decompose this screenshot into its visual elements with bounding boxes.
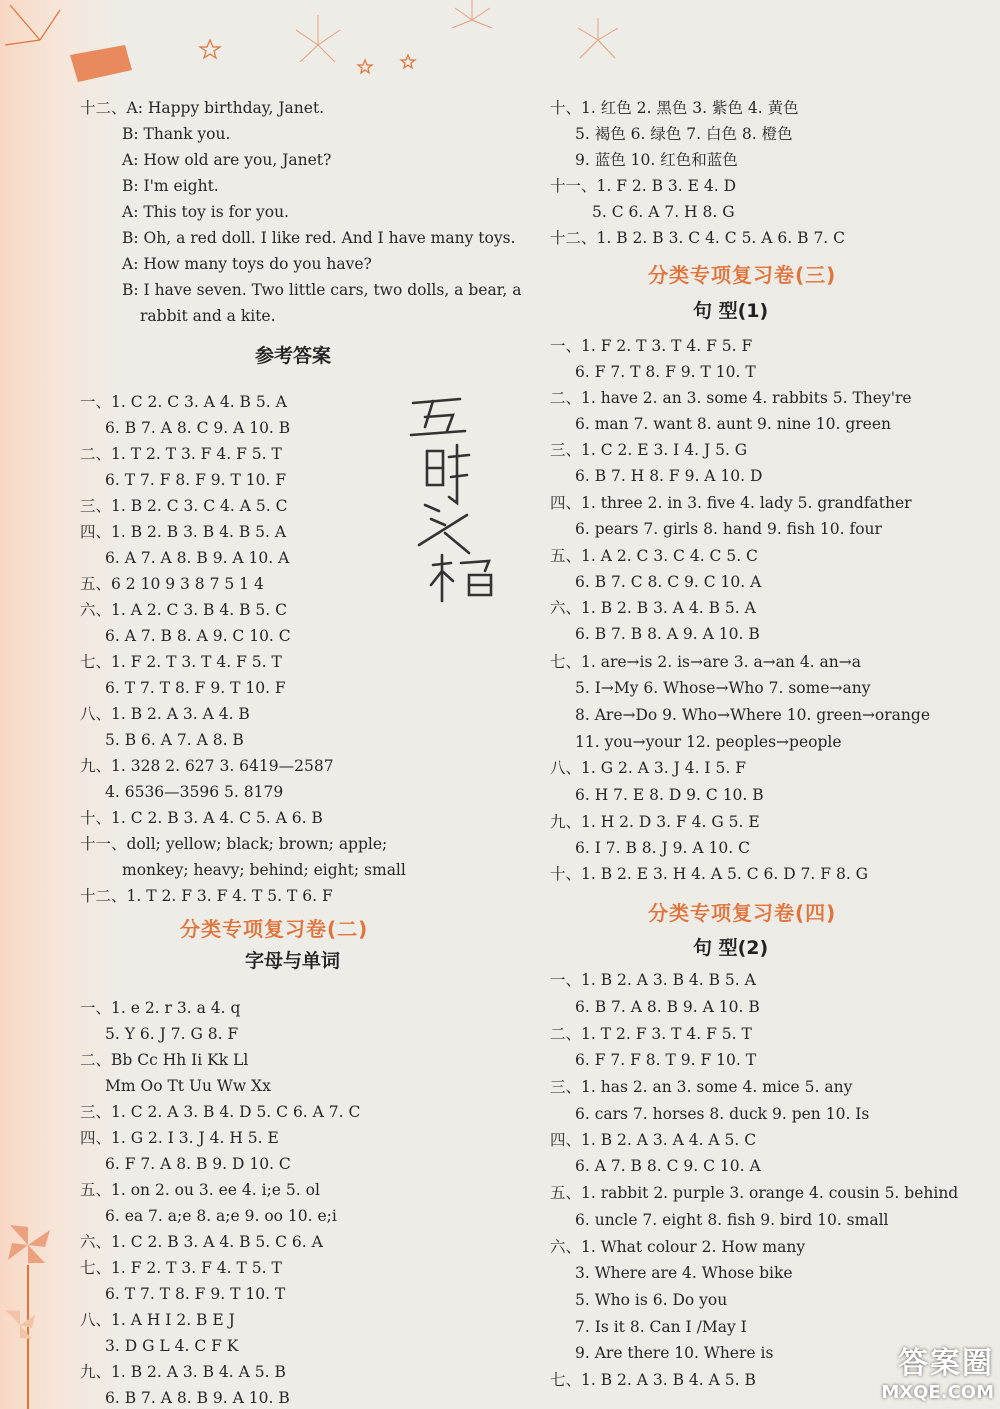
left-answer-line: 3. D G L 4. C F K	[105, 1337, 239, 1355]
right-answer-line: 6. B 7. B 8. A 9. A 10. B	[575, 625, 760, 643]
right-answer-line: 四、1. B 2. A 3. A 4. A 5. C	[550, 1131, 757, 1149]
handwritten-note	[405, 385, 515, 605]
right-answer-line: 六、1. What colour 2. How many	[550, 1238, 806, 1256]
left-answer-line: B: Thank you.	[122, 125, 231, 143]
right-answer-line: 6. B 7. A 8. B 9. A 10. B	[575, 998, 760, 1016]
right-answer-line: 6. F 7. F 8. T 9. F 10. T	[575, 1051, 757, 1069]
left-answer-line: A: This toy is for you.	[122, 203, 289, 221]
right-answer-line: 二、1. T 2. F 3. T 4. F 5. T	[550, 1025, 752, 1043]
left-answer-line: 5. Y 6. J 7. G 8. F	[105, 1025, 239, 1043]
section-subheading: 句 型(1)	[693, 300, 769, 322]
right-answer-line: 一、1. B 2. A 3. B 4. B 5. A	[550, 971, 756, 989]
right-answer-line: 十、1. 红色 2. 黑色 3. 紫色 4. 黄色	[550, 99, 799, 117]
header-decoration	[0, 0, 1000, 95]
right-answer-line: 九、1. H 2. D 3. F 4. G 5. E	[550, 813, 760, 831]
watermark-title: 答案圈	[898, 1346, 994, 1381]
section-heading: 分类专项复习卷(三)	[648, 263, 837, 287]
section-subheading: 句 型(2)	[693, 937, 769, 959]
right-answer-line: 5. 褐色 6. 绿色 7. 白色 8. 橙色	[575, 125, 793, 143]
left-answer-line: 4. 6536—3596 5. 8179	[105, 783, 284, 801]
section-heading: 分类专项复习卷(四)	[648, 901, 837, 925]
left-answer-line: 十二、1. T 2. F 3. F 4. T 5. T 6. F	[80, 887, 333, 905]
left-answer-line: 七、1. F 2. T 3. T 4. F 5. T	[80, 653, 282, 671]
left-answer-line: 一、1. C 2. C 3. A 4. B 5. A	[80, 393, 287, 411]
left-answer-line: 6. A 7. B 8. A 9. C 10. C	[105, 627, 291, 645]
left-answer-line: 九、1. B 2. A 3. B 4. A 5. B	[80, 1363, 286, 1381]
right-answer-line: 5. Who is 6. Do you	[575, 1291, 728, 1309]
left-answer-line: 6. T 7. T 8. F 9. T 10. F	[105, 679, 286, 697]
left-answer-line: 6. T 7. T 8. F 9. T 10. T	[105, 1285, 286, 1303]
right-answer-line: 6. B 7. C 8. C 9. C 10. A	[575, 573, 762, 591]
right-answer-line: 七、1. B 2. A 3. B 4. A 5. B	[550, 1371, 756, 1389]
right-answer-line: 三、1. C 2. E 3. I 4. J 5. G	[550, 441, 748, 459]
left-answer-line: A: How old are you, Janet?	[122, 151, 332, 169]
left-answer-line: 6. B 7. A 8. C 9. A 10. B	[105, 419, 291, 437]
right-answer-line: 9. Are there 10. Where is	[575, 1344, 774, 1362]
left-answer-line: 四、1. B 2. B 3. B 4. B 5. A	[80, 523, 287, 541]
right-answer-line: 7. Is it 8. Can I /May I	[575, 1318, 747, 1336]
right-answer-line: 6. H 7. E 8. D 9. C 10. B	[575, 786, 764, 804]
left-answer-line: Mm Oo Tt Uu Ww Xx	[105, 1077, 271, 1095]
right-answer-line: 5. C 6. A 7. H 8. G	[592, 203, 735, 221]
left-answer-line: 十一、doll; yellow; black; brown; apple;	[80, 835, 388, 853]
left-answer-line: B: Oh, a red doll. I like red. And I have many toys.	[122, 229, 516, 247]
left-answer-line: 五、1. on 2. ou 3. ee 4. i;e 5. ol	[80, 1181, 320, 1199]
site-watermark	[881, 1338, 994, 1403]
right-answer-line: 十一、1. F 2. B 3. E 4. D	[550, 177, 737, 195]
right-answer-line: 二、1. have 2. an 3. some 4. rabbits 5. They're	[550, 389, 912, 407]
right-answer-line: 5. I→My 6. Whose→Who 7. some→any	[575, 679, 871, 697]
left-answer-line: B: I'm eight.	[122, 177, 219, 195]
right-answer-line: 十二、1. B 2. B 3. C 4. C 5. A 6. B 7. C	[550, 229, 846, 247]
right-answer-line: 3. Where are 4. Whose bike	[575, 1264, 793, 1282]
right-answer-line: 6. F 7. T 8. F 9. T 10. T	[575, 363, 756, 381]
right-answer-line: 一、1. F 2. T 3. T 4. F 5. F	[550, 337, 753, 355]
left-answer-line: 6. B 7. A 8. B 9. A 10. B	[105, 1389, 290, 1407]
left-answer-line: 二、Bb Cc Hh Ii Kk Ll	[80, 1051, 249, 1069]
left-answer-line: 七、1. F 2. T 3. F 4. T 5. T	[80, 1259, 282, 1277]
left-answer-line: 5. B 6. A 7. A 8. B	[105, 731, 244, 749]
left-answer-line: 五、6 2 10 9 3 8 7 5 1 4	[80, 575, 264, 593]
left-answer-line: B: I have seven. Two little cars, two dolls, a bear, a	[122, 281, 522, 299]
right-answer-line: 三、1. has 2. an 3. some 4. mice 5. any	[550, 1078, 853, 1096]
right-answer-line: 六、1. B 2. B 3. A 4. B 5. A	[550, 599, 756, 617]
left-answer-line: A: How many toys do you have?	[122, 255, 372, 273]
left-answer-line: 八、1. B 2. A 3. A 4. B	[80, 705, 250, 723]
left-answer-line: 6. T 7. F 8. F 9. T 10. F	[105, 471, 287, 489]
section-subheading: 参考答案	[255, 345, 332, 367]
right-answer-line: 6. B 7. H 8. F 9. A 10. D	[575, 467, 763, 485]
right-answer-line: 6. man 7. want 8. aunt 9. nine 10. green	[575, 415, 891, 433]
right-answer-line: 五、1. rabbit 2. purple 3. orange 4. cousin 5. behind	[550, 1184, 959, 1202]
right-answer-line: 十、1. B 2. E 3. H 4. A 5. C 6. D 7. F 8. G	[550, 865, 869, 883]
left-answer-line: 6. ea 7. a;e 8. a;e 9. oo 10. e;i	[105, 1207, 337, 1225]
right-answer-line: 11. you→your 12. peoples→people	[575, 733, 842, 751]
right-answer-line: 6. I 7. B 8. J 9. A 10. C	[575, 839, 750, 857]
right-answer-line: 6. cars 7. horses 8. duck 9. pen 10. Is	[575, 1105, 870, 1123]
left-answer-line: 6. A 7. A 8. B 9. A 10. A	[105, 549, 290, 567]
right-answer-line: 八、1. G 2. A 3. J 4. I 5. F	[550, 759, 746, 777]
left-answer-line: 六、1. C 2. B 3. A 4. B 5. C 6. A	[80, 1233, 323, 1251]
left-answer-line: rabbit and a kite.	[140, 307, 276, 325]
section-subheading: 字母与单词	[245, 950, 341, 972]
left-answer-line: 四、1. G 2. I 3. J 4. H 5. E	[80, 1129, 279, 1147]
left-answer-line: monkey; heavy; behind; eight; small	[122, 861, 406, 879]
left-answer-line: 二、1. T 2. T 3. F 4. F 5. T	[80, 445, 282, 463]
watermark-url: MXQE.COM	[881, 1382, 994, 1403]
left-answer-line: 三、1. C 2. A 3. B 4. D 5. C 6. A 7. C	[80, 1103, 361, 1121]
left-answer-line: 六、1. A 2. C 3. B 4. B 5. C	[80, 601, 287, 619]
left-answer-line: 十、1. C 2. B 3. A 4. C 5. A 6. B	[80, 809, 323, 827]
left-answer-line: 八、1. A H I 2. B E J	[80, 1311, 235, 1329]
right-answer-line: 四、1. three 2. in 3. five 4. lady 5. grandfather	[550, 494, 912, 512]
left-answer-line: 6. F 7. A 8. B 9. D 10. C	[105, 1155, 291, 1173]
left-answer-line: 三、1. B 2. C 3. C 4. A 5. C	[80, 497, 288, 515]
right-answer-line: 七、1. are→is 2. is→are 3. a→an 4. an→a	[550, 653, 861, 671]
pinwheel-decoration	[0, 1205, 70, 1409]
left-answer-line: 一、1. e 2. r 3. a 4. q	[80, 999, 241, 1017]
section-heading: 分类专项复习卷(二)	[180, 917, 369, 941]
left-answer-line: 九、1. 328 2. 627 3. 6419—2587	[80, 757, 334, 775]
right-answer-line: 五、1. A 2. C 3. C 4. C 5. C	[550, 547, 758, 565]
left-answer-line: 十二、A: Happy birthday, Janet.	[80, 99, 325, 117]
right-answer-line: 6. A 7. B 8. C 9. C 10. A	[575, 1157, 761, 1175]
right-answer-line: 6. uncle 7. eight 8. fish 9. bird 10. small	[575, 1211, 889, 1229]
right-answer-line: 9. 蓝色 10. 红色和蓝色	[575, 151, 738, 169]
right-answer-line: 6. pears 7. girls 8. hand 9. fish 10. four	[575, 520, 882, 538]
right-answer-line: 8. Are→Do 9. Who→Where 10. green→orange	[575, 706, 930, 724]
